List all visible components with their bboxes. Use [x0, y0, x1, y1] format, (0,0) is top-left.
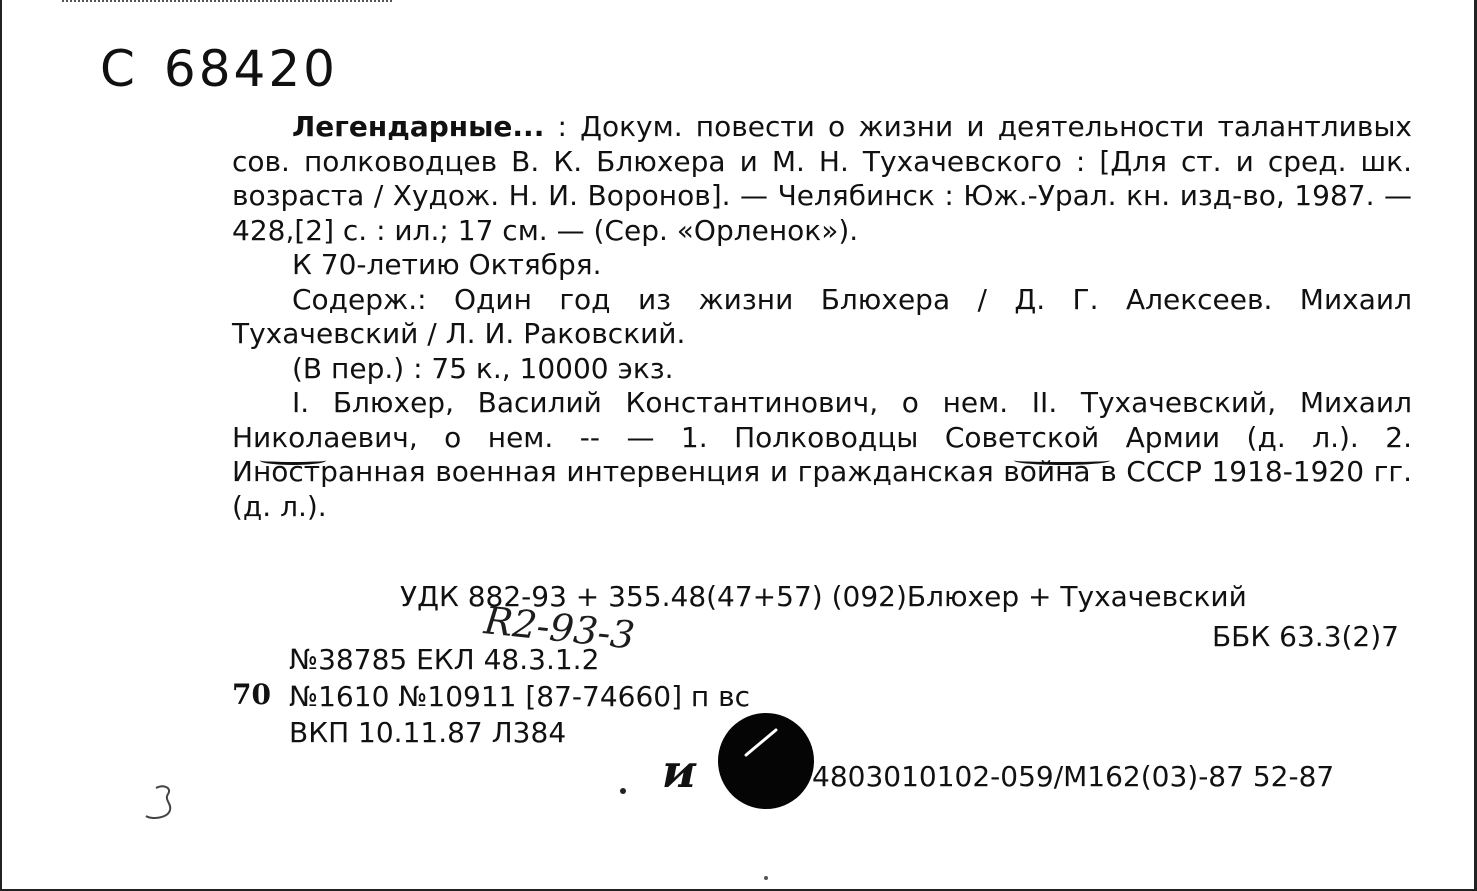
call-number — [100, 40, 338, 98]
entry-description: : Докум. повести о жизни и деятельности талантливых сов. полководцев В. К. Блюхера и М. Н. Тухачевского : [Для ст. и сред. шк. возраста / Худож. Н. И. Воронов]. — Челябинск : Юж.-Урал. кн. изд-во, 1987. — 428,[2] с. : ил.; 17 см. — (Сер. «Орленок»). — [232, 110, 1412, 247]
note-contents: Содерж.: Один год из жизни Блюхера / Д. Г. Алексеев. Михаил Тухачевский / Л. И. Раковский. — [232, 282, 1412, 350]
accession-line: №38785 ЕКЛ 48.3.1.2 — [289, 643, 600, 676]
pencil-underline-1 — [260, 456, 326, 465]
handwritten-shelf-note: R2-93-3 — [482, 598, 637, 658]
top-dotted-rule — [62, 0, 392, 6]
note-price: (В пер.) : 75 к., 10000 экз. — [292, 351, 674, 385]
note-dedication: К 70-летию Октября. — [292, 248, 602, 281]
punch-hole — [718, 713, 814, 809]
pencil-underline-2 — [1014, 456, 1110, 465]
order-line: №1610 №10911 [87-74660] п вс — [289, 680, 751, 713]
ink-dot — [620, 788, 626, 794]
print-line: ВКП 10.11.87 Л384 — [289, 716, 567, 749]
corner-scribble-icon — [142, 780, 192, 830]
bibliographic-entry — [232, 110, 1412, 524]
subject-headings: I. Блюхер, Василий Константинович, о нем. II. Тухачевский, Михаил Николаевич, о нем. -- — 1. Полководцы Советской Армии (д. л.). 2. Иностранная военная интервенция и гражданская война в СССР 1918-1920 гг. (д. л.). — [232, 386, 1412, 523]
call-number-value: 68420 — [163, 40, 338, 98]
index-code-line: 4803010102-059/М162(03)-87 52-87 — [812, 760, 1335, 793]
call-number-prefix: С — [100, 40, 138, 98]
entry-main — [232, 110, 1412, 248]
udc-classification: УДК 882-93 + 355.48(47+57) (092)Блюхер + Тухачевский — [400, 580, 1247, 613]
entry-title: Легендарные... — [292, 110, 545, 143]
ink-dot-small — [764, 876, 768, 880]
handwritten-mark: ᴎ — [662, 744, 696, 798]
bbk-classification: ББК 63.3(2)7 — [1211, 620, 1399, 653]
order-number: 70 — [232, 678, 271, 711]
